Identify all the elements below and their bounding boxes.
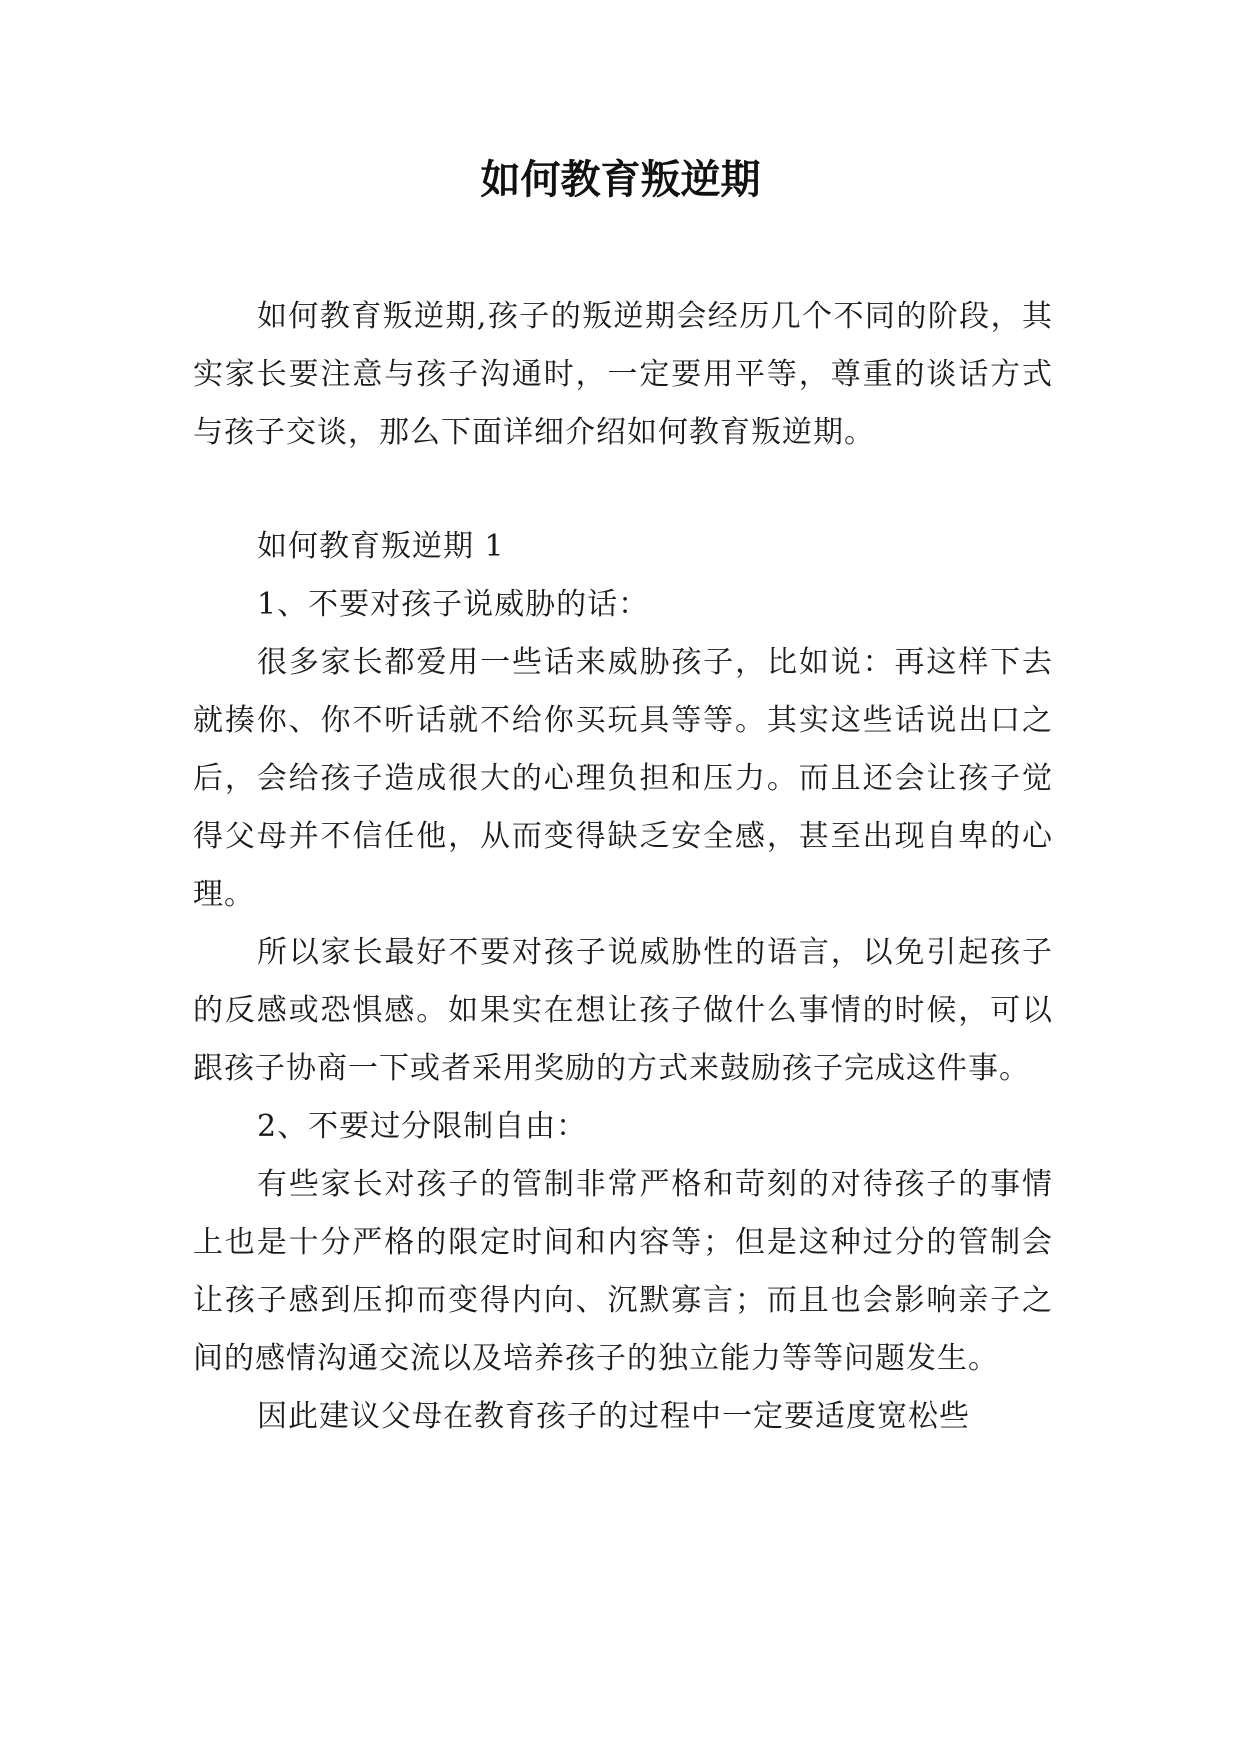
point1-paragraph-2: 所以家长最好不要对孩子说威胁性的语言，以免引起孩子的反感或恐惧感。如果实在想让孩子做什么事情的时候，可以跟孩子协商一下或者采用奖励的方式来鼓励孩子完成这件事。 (193, 935, 1053, 1086)
point2-paragraph-2: 因此建议父母在教育孩子的过程中一定要适度宽松些 (257, 1399, 970, 1434)
intro-paragraph: 如何教育叛逆期,孩子的叛逆期会经历几个不同的阶段，其实家长要注意与孩子沟通时，一定要用平等，尊重的谈话方式与孩子交谈，那么下面详细介绍如何教育叛逆期。 (193, 299, 1053, 450)
point1-heading: 1、不要对孩子说威胁的话： (257, 587, 650, 622)
point2-heading: 2、不要过分限制自由： (257, 1109, 588, 1144)
point2-paragraph-1: 有些家长对孩子的管制非常严格和苛刻的对待孩子的事情上也是十分严格的限定时间和内容等；但是这种过分的管制会让孩子感到压抑而变得内向、沉默寡言；而且也会影响亲子之间的感情沟通交流以及培养孩子的独立能力等等问题发生。 (193, 1167, 1053, 1376)
document-body (193, 288, 1053, 1446)
page-title: 如何教育叛逆期 (480, 157, 761, 203)
section-heading: 如何教育叛逆期 1 (257, 529, 505, 564)
point1-paragraph-1: 很多家长都爱用一些话来威胁孩子，比如说：再这样下去就揍你、你不听话就不给你买玩具等等。其实这些话说出口之后，会给孩子造成很大的心理负担和压力。而且还会让孩子觉得父母并不信任他，从而变得缺乏安全感，甚至出现自卑的心理。 (193, 645, 1053, 912)
